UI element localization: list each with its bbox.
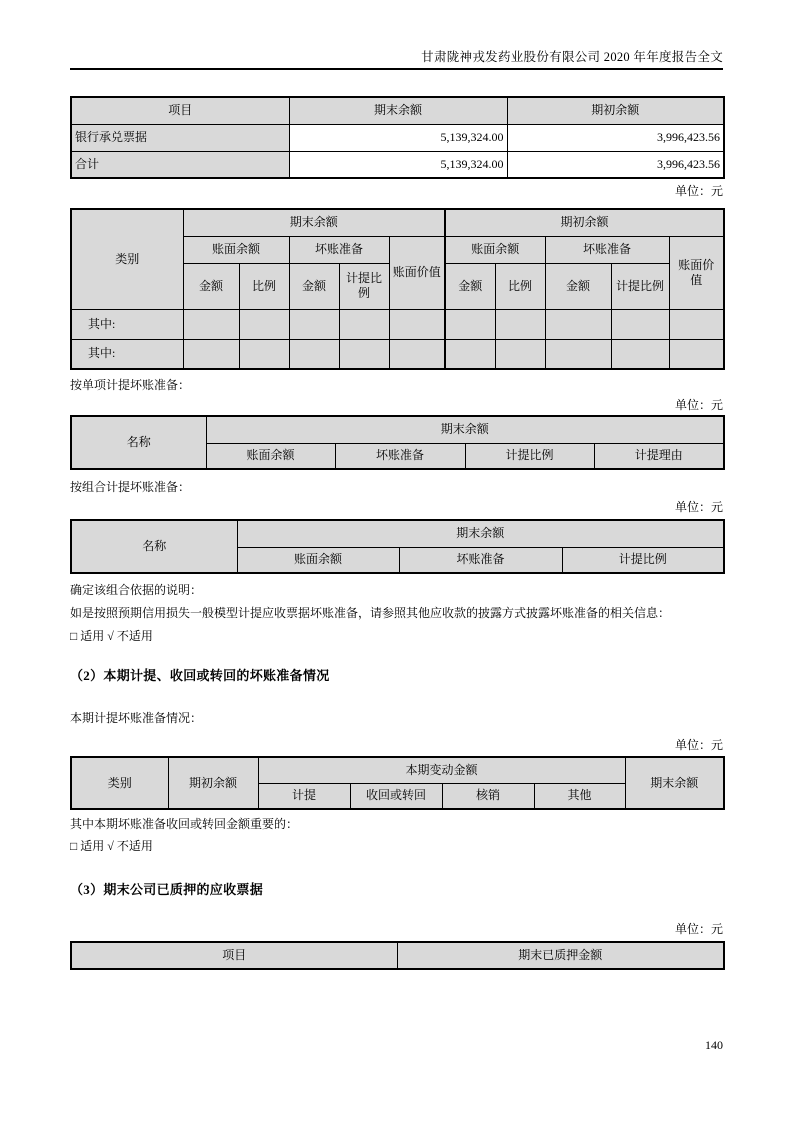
document-title: 甘肃陇神戎发药业股份有限公司 2020 年年度报告全文 (421, 50, 723, 64)
receivable-notes-balance-table (70, 96, 725, 179)
unit-label: 单位：元 (674, 738, 723, 752)
col-header-change-amount: 本期变动金额 (258, 757, 625, 783)
row-label: 其中: (71, 339, 183, 369)
col-header-ending-balance: 期末余额 (625, 757, 724, 809)
section-heading-3: （3）期末公司已质押的应收票据 (70, 882, 264, 897)
portfolio-provision-table (70, 519, 725, 574)
pledged-notes-table (70, 941, 725, 970)
empty-cell (339, 339, 389, 369)
empty-cell (445, 309, 495, 339)
col-header-provision-ratio: 计提比例 (465, 443, 594, 469)
col-header-ratio: 比例 (239, 263, 289, 309)
col-header-other: 其他 (534, 783, 625, 809)
col-header-name: 名称 (71, 416, 206, 469)
col-header-book-value: 账面价值 (669, 236, 724, 309)
col-header-amount: 金额 (183, 263, 239, 309)
col-header-beginning-balance: 期初余额 (168, 757, 258, 809)
checkbox-applicable-line: □ 适用 √ 不适用 (70, 839, 153, 853)
empty-cell (611, 339, 669, 369)
note-portfolio-provision: 按组合计提坏账准备： (70, 480, 191, 494)
unit-label: 单位：元 (674, 500, 723, 514)
col-header-amount: 金额 (545, 263, 611, 309)
col-header-amount: 金额 (445, 263, 495, 309)
table-row (71, 339, 724, 369)
col-header-provision-ratio: 计提比例 (611, 263, 669, 309)
table-row-total (71, 151, 724, 178)
empty-cell (339, 309, 389, 339)
table-header-row (71, 757, 724, 783)
cell-beginning-value: 3,996,423.56 (507, 124, 724, 151)
empty-cell (669, 339, 724, 369)
cell-ending-total: 5,139,324.00 (289, 151, 507, 178)
document-header (70, 50, 723, 70)
table-row (71, 124, 724, 151)
col-header-recover-reverse: 收回或转回 (350, 783, 442, 809)
col-header-book-balance: 账面余额 (183, 236, 289, 263)
empty-cell (183, 309, 239, 339)
col-header-bad-debt-provision: 坏账准备 (289, 236, 389, 263)
cell-ending-value: 5,139,324.00 (289, 124, 507, 151)
note-individual-provision: 按单项计提坏账准备： (70, 378, 191, 392)
unit-label: 单位：元 (674, 184, 723, 198)
col-header-item: 项目 (71, 97, 289, 124)
col-header-book-value: 账面价值 (389, 236, 445, 309)
empty-cell (239, 309, 289, 339)
section-heading-2: （2）本期计提、收回或转回的坏账准备情况 (70, 668, 330, 683)
note-current-provision: 本期计提坏账准备情况： (70, 711, 203, 725)
empty-cell (545, 309, 611, 339)
unit-label: 单位：元 (674, 398, 723, 412)
col-header-name: 名称 (71, 520, 237, 573)
col-header-provision-reason: 计提理由 (594, 443, 724, 469)
row-label-total: 合计 (71, 151, 289, 178)
col-header-bad-debt-provision: 坏账准备 (399, 547, 562, 573)
col-header-pledged-amount: 期末已质押金额 (397, 942, 724, 969)
empty-cell (611, 309, 669, 339)
col-header-beginning-balance: 期初余额 (445, 209, 724, 236)
col-header-provision-ratio: 计提比例 (339, 263, 389, 309)
col-header-category: 类别 (71, 757, 168, 809)
empty-cell (289, 309, 339, 339)
table-row (71, 309, 724, 339)
empty-cell (495, 339, 545, 369)
col-header-book-balance: 账面余额 (206, 443, 335, 469)
empty-cell (445, 339, 495, 369)
provision-changes-table (70, 756, 725, 810)
unit-label: 单位：元 (674, 922, 723, 936)
col-header-ending-balance: 期末余额 (206, 416, 724, 443)
col-header-beginning-balance: 期初余额 (507, 97, 724, 124)
individual-provision-table (70, 415, 725, 470)
row-label: 银行承兑票据 (71, 124, 289, 151)
col-header-ending-balance: 期末余额 (289, 97, 507, 124)
col-header-ending-balance: 期末余额 (237, 520, 724, 547)
empty-cell (389, 309, 445, 339)
empty-cell (289, 339, 339, 369)
table-header-row (71, 209, 724, 236)
col-header-bad-debt-provision: 坏账准备 (335, 443, 465, 469)
bad-debt-by-category-table (70, 208, 725, 370)
col-header-category: 类别 (71, 209, 183, 309)
empty-cell (669, 309, 724, 339)
table-header-row (71, 416, 724, 443)
table-header-row (71, 520, 724, 547)
col-header-book-balance: 账面余额 (445, 236, 545, 263)
checkbox-applicable-line: □ 适用 √ 不适用 (70, 629, 153, 643)
note-portfolio-basis: 确定该组合依据的说明： (70, 583, 203, 597)
col-header-writeoff: 核销 (442, 783, 534, 809)
note-significant-recovery: 其中本期坏账准备收回或转回金额重要的： (70, 817, 299, 831)
empty-cell (239, 339, 289, 369)
col-header-bad-debt-provision: 坏账准备 (545, 236, 669, 263)
empty-cell (389, 339, 445, 369)
table-header-row (71, 97, 724, 124)
col-header-ratio: 比例 (495, 263, 545, 309)
col-header-provision: 计提 (258, 783, 350, 809)
empty-cell (545, 339, 611, 369)
col-header-provision-ratio: 计提比例 (562, 547, 724, 573)
cell-beginning-total: 3,996,423.56 (507, 151, 724, 178)
col-header-amount: 金额 (289, 263, 339, 309)
row-label: 其中: (71, 309, 183, 339)
page-number: 140 (705, 1038, 723, 1052)
col-header-ending-balance: 期末余额 (183, 209, 445, 236)
empty-cell (495, 309, 545, 339)
note-ecl-model: 如是按照预期信用损失一般模型计提应收票据坏账准备，请参照其他应收款的披露方式披露坏账准备的相关信息： (70, 606, 671, 620)
empty-cell (183, 339, 239, 369)
col-header-book-balance: 账面余额 (237, 547, 399, 573)
table-header-row (71, 942, 724, 969)
col-header-item: 项目 (71, 942, 397, 969)
